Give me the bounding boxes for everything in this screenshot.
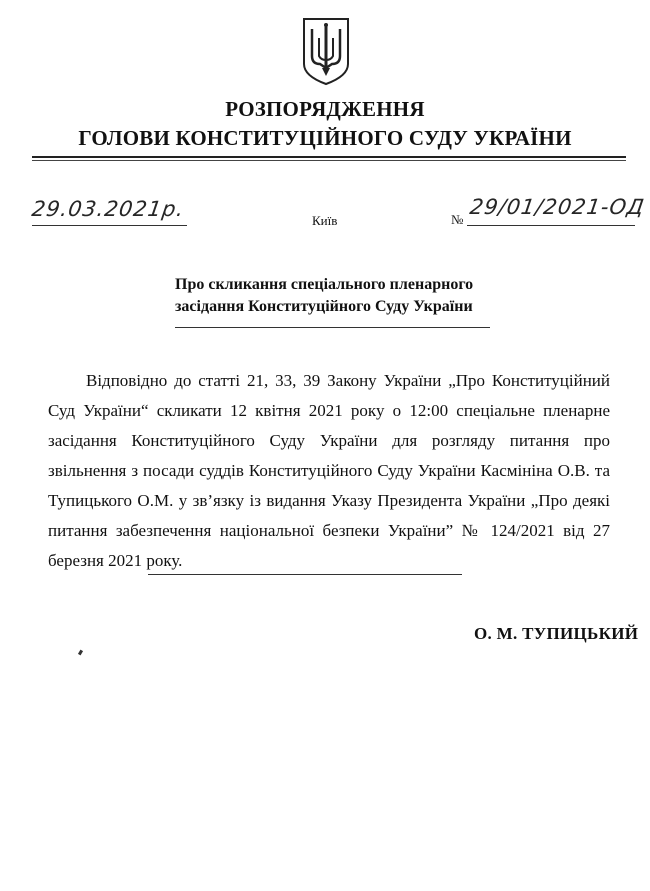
handwritten-date: 29.03.2021р. — [30, 197, 186, 221]
body-text: Відповідно до статті 21, 33, 39 Закону України „Про Конституційний Суд України“ скликати 12 квітня 2021 року о 12:00 спеціальне пленарне засідання Конституційного Суду України для розгляду питання про звільнення з посади суддів Конституційного Суду України Касмініна О.В. та Тупицького О.М. у зв’язку із видання Указу Президента України „Про деякі питання забезпечення національної безпеки України” № 124/2021 від 27 березня 2021 року. — [48, 371, 610, 570]
number-underline — [467, 225, 635, 226]
subject-line-1: Про скликання спеціального пленарного — [175, 276, 474, 293]
issuer-title: ГОЛОВИ КОНСТИТУЦІЙНОГО СУДУ УКРАЇНИ — [78, 126, 572, 150]
trident-emblem-icon — [301, 16, 351, 86]
handwritten-number: 29/01/2021-ОД — [468, 195, 647, 219]
document-type-title: РОЗПОРЯДЖЕННЯ — [225, 97, 425, 121]
number-sign: № — [451, 212, 464, 227]
closing-rule — [148, 574, 462, 575]
city-label: Київ — [312, 213, 338, 228]
header-divider-thick — [32, 156, 626, 158]
scan-speck — [78, 650, 83, 656]
subject-line-2: засідання Конституційного Суду України — [175, 298, 473, 315]
signatory-name: О. М. ТУПИЦЬКИЙ — [474, 624, 639, 643]
subject-underline — [175, 327, 490, 328]
header-divider-thin — [32, 160, 626, 161]
date-underline — [32, 225, 187, 226]
body-paragraph — [48, 366, 610, 576]
subject-heading — [175, 274, 473, 318]
